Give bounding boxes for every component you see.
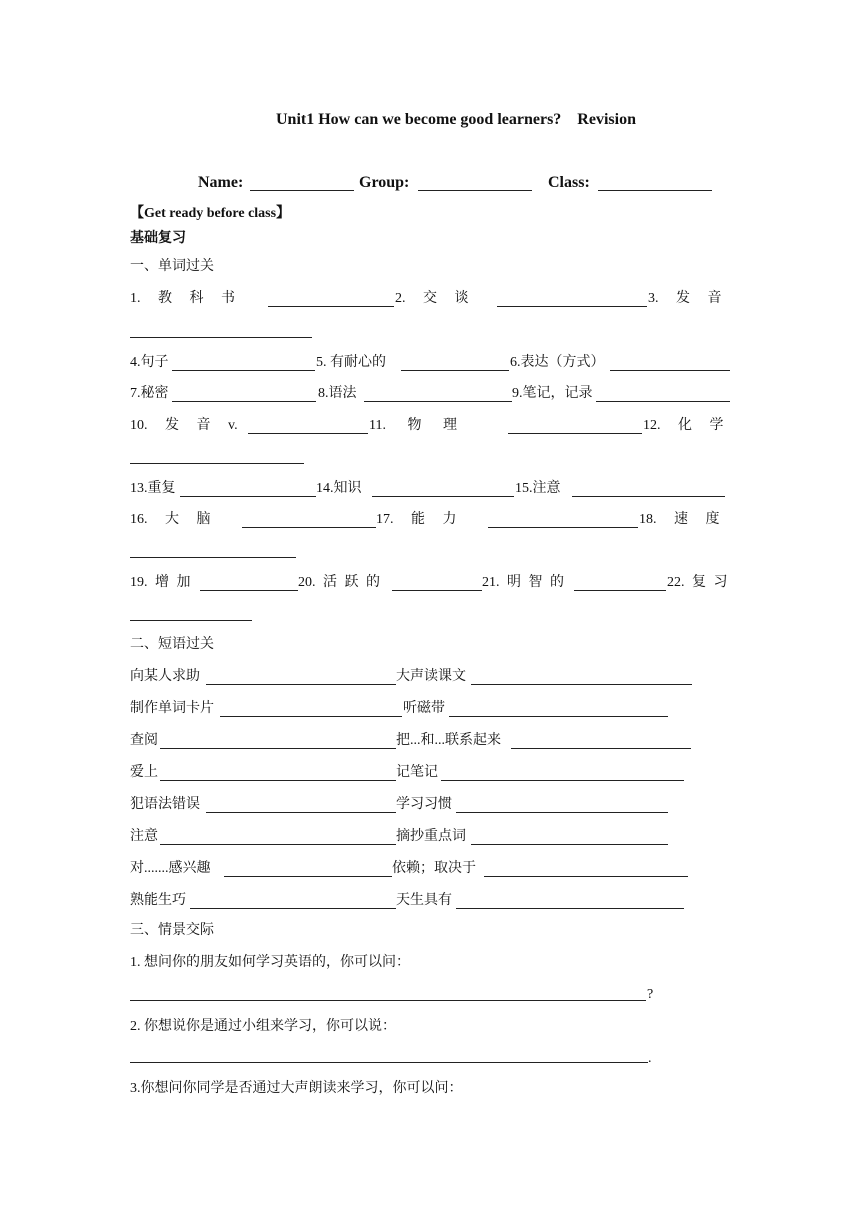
phrase-right-4: 记笔记 (396, 765, 438, 780)
word-blank-8[interactable] (364, 387, 512, 402)
phrase-left-blank-4[interactable] (160, 766, 396, 781)
phrase-left-8: 熟能生巧 (130, 893, 186, 908)
word-item-11: 11. 物 理 (369, 418, 457, 433)
phrase-right-blank-1[interactable] (471, 670, 692, 685)
phrase-left-blank-2[interactable] (220, 702, 402, 717)
phrase-right-2: 听磁带 (403, 701, 445, 716)
word-blank-22[interactable] (130, 606, 252, 621)
word-item-5: 5. 有耐心的 (316, 355, 386, 370)
word-item-13: 13.重复 (130, 481, 176, 496)
word-blank-19[interactable] (200, 576, 298, 591)
phrase-left-blank-7[interactable] (224, 862, 392, 877)
question-2: 2. 你想说你是通过小组来学习，你可以说： (130, 1019, 396, 1034)
phrase-left-7: 对.......感兴趣 (130, 861, 211, 876)
word-item-10: 10. 发 音 v. (130, 418, 238, 433)
word-blank-13[interactable] (180, 482, 316, 497)
word-blank-4[interactable] (172, 356, 315, 371)
phrase-left-blank-1[interactable] (206, 670, 396, 685)
word-item-22: 22. 复 习 (667, 575, 728, 590)
phrase-right-blank-7[interactable] (484, 862, 688, 877)
answer-2-end: . (648, 1051, 652, 1066)
word-blank-17[interactable] (488, 513, 638, 528)
word-item-1: 1. 教 科 书 (130, 291, 235, 306)
word-blank-18[interactable] (130, 543, 296, 558)
phrase-left-4: 爱上 (130, 765, 158, 780)
word-item-14: 14.知识 (316, 481, 362, 496)
question-3: 3.你想问你同学是否通过大声朗读来学习，你可以问： (130, 1081, 463, 1096)
phrase-right-8: 天生具有 (396, 893, 452, 908)
word-blank-21[interactable] (574, 576, 666, 591)
word-item-8: 8.语法 (318, 386, 357, 401)
word-blank-7[interactable] (172, 387, 316, 402)
phrase-right-7: 依赖；取决于 (392, 861, 476, 876)
phrase-right-blank-3[interactable] (511, 734, 691, 749)
word-item-12: 12. 化 学 (643, 418, 724, 433)
phrase-right-5: 学习习惯 (396, 797, 452, 812)
page-title: Unit1 How can we become good learners? Revision (276, 111, 636, 128)
answer-1-end: ? (647, 987, 654, 1002)
phrase-left-6: 注意 (130, 829, 158, 844)
phrase-right-blank-8[interactable] (456, 894, 684, 909)
word-item-18: 18. 速 度 (639, 512, 720, 527)
class-label: Class: (548, 174, 590, 191)
word-blank-9[interactable] (596, 387, 730, 402)
word-item-16: 16. 大 脑 (130, 512, 211, 527)
question-1: 1. 想问你的朋友如何学习英语的，你可以问： (130, 955, 410, 970)
group-blank[interactable] (418, 176, 532, 191)
word-item-3: 3. 发 音 (648, 291, 722, 306)
phrase-left-blank-6[interactable] (160, 830, 396, 845)
word-blank-15[interactable] (572, 482, 725, 497)
part1-heading: 一、单词过关 (130, 259, 214, 274)
phrase-left-2: 制作单词卡片 (130, 701, 214, 716)
word-blank-6[interactable] (610, 356, 730, 371)
phrase-left-blank-3[interactable] (160, 734, 396, 749)
word-item-21: 21. 明 智 的 (482, 575, 564, 590)
name-label: Name: (198, 174, 244, 191)
phrase-right-blank-2[interactable] (449, 702, 668, 717)
word-item-4: 4.句子 (130, 355, 169, 370)
word-item-6: 6.表达（方式） (510, 355, 605, 370)
word-blank-11[interactable] (508, 419, 642, 434)
answer-blank-1[interactable] (130, 986, 646, 1001)
word-blank-12[interactable] (130, 449, 304, 464)
word-blank-20[interactable] (392, 576, 482, 591)
word-item-7: 7.秘密 (130, 386, 169, 401)
word-blank-2[interactable] (497, 292, 647, 307)
word-blank-1[interactable] (268, 292, 394, 307)
phrase-left-blank-5[interactable] (206, 798, 396, 813)
phrase-right-6: 摘抄重点词 (396, 829, 466, 844)
phrase-right-blank-4[interactable] (441, 766, 684, 781)
section-subtitle: 基础复习 (130, 231, 186, 246)
word-blank-14[interactable] (372, 482, 514, 497)
word-blank-10[interactable] (248, 419, 368, 434)
phrase-right-blank-5[interactable] (456, 798, 668, 813)
phrase-left-1: 向某人求助 (130, 669, 200, 684)
name-blank[interactable] (250, 176, 354, 191)
answer-blank-2[interactable] (130, 1048, 648, 1063)
phrase-left-blank-8[interactable] (190, 894, 396, 909)
phrase-left-5: 犯语法错误 (130, 797, 200, 812)
word-item-15: 15.注意 (515, 481, 561, 496)
word-item-19: 19. 增 加 (130, 575, 191, 590)
word-item-17: 17. 能 力 (376, 512, 457, 527)
word-blank-16[interactable] (242, 513, 376, 528)
group-label: Group: (359, 174, 410, 191)
word-item-2: 2. 交 谈 (395, 291, 469, 306)
class-blank[interactable] (598, 176, 712, 191)
phrase-right-3: 把...和...联系起来 (396, 733, 501, 748)
word-blank-5[interactable] (401, 356, 509, 371)
part3-heading: 三、情景交际 (130, 923, 214, 938)
word-item-9: 9.笔记，记录 (512, 386, 593, 401)
word-item-20: 20. 活 跃 的 (298, 575, 380, 590)
section-tag: 【Get ready before class】 (130, 206, 291, 221)
phrase-left-3: 查阅 (130, 733, 158, 748)
word-blank-3[interactable] (130, 323, 312, 338)
part2-heading: 二、短语过关 (130, 637, 214, 652)
phrase-right-blank-6[interactable] (471, 830, 668, 845)
phrase-right-1: 大声读课文 (396, 669, 466, 684)
